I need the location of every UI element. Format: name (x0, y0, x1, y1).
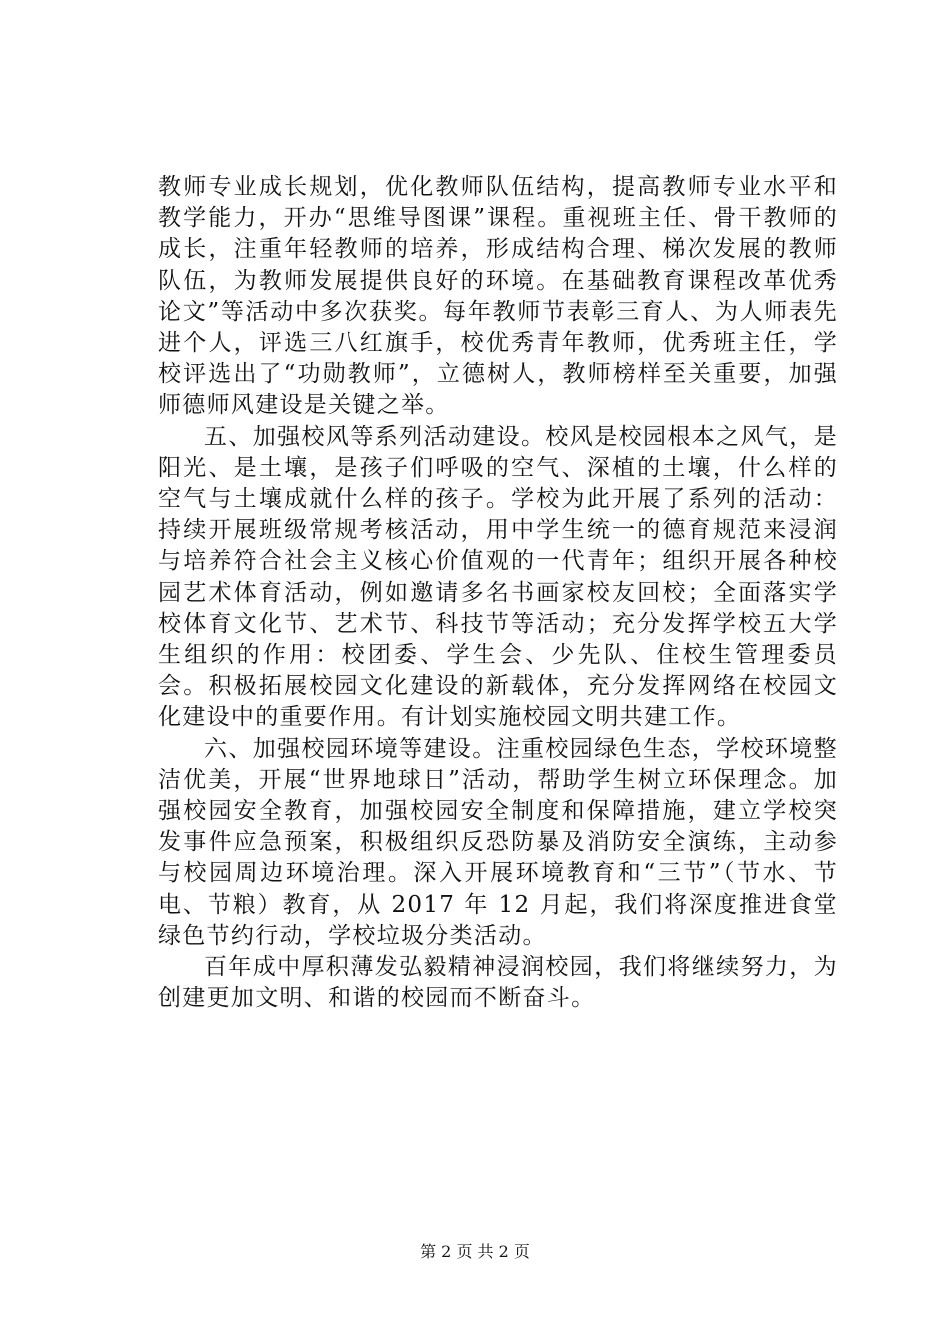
paragraph-teacher-development: 教师专业成长规划，优化教师队伍结构，提高教师专业水平和教学能力，开办“思维导图课”课程。重视班主任、骨干教师的成长，注重年轻教师的培养，形成结构合理、梯次发展的教师队伍，为教师发展提供良好的环境。在基础教育课程改革优秀论文”等活动中多次获奖。每年教师节表彰三育人、为人师表先进个人，评选三八红旗手，校优秀青年教师，优秀班主任，学校评选出了“功勋教师”，立德树人，教师榜样至关重要，加强师德师风建设是关键之举。 (158, 174, 838, 419)
page-number-footer: 第 2 页 共 2 页 (420, 1242, 530, 1261)
document-body (158, 172, 838, 1014)
paragraph-campus-environment: 六、加强校园环境等建设。注重校园绿色生态，学校环境整洁优美，开展“世界地球日”活动，帮助学生树立环保理念。加强校园安全教育，加强校园安全制度和保障措施，建立学校突发事件应急预案，积极组织反恐防暴及消防安全演练，主动参与校园周边环境治理。深入开展环境教育和“三节”（节水、节电、节粮）教育，从 2017 年 12 月起，我们将深度推进食堂绿色节约行动，学校垃圾分类活动。 (158, 735, 838, 949)
paragraph-conclusion: 百年成中厚积薄发弘毅精神浸润校园，我们将继续努力，为创建更加文明、和谐的校园而不断奋斗。 (158, 954, 838, 1012)
paragraph-school-spirit: 五、加强校风等系列活动建设。校风是校园根本之风气，是阳光、是土壤，是孩子们呼吸的空气、深植的土壤，什么样的空气与土壤成就什么样的孩子。学校为此开展了系列的活动：持续开展班级常规考核活动，用中学生统一的德育规范来浸润与培养符合社会主义核心价值观的一代青年；组织开展各种校园艺术体育活动，例如邀请多名书画家校友回校；全面落实学校体育文化节、艺术节、科技节等活动；充分发挥学校五大学生组织的作用：校团委、学生会、少先队、住校生管理委员会。积极拓展校园文化建设的新载体，充分发挥网络在校园文化建设中的重要作用。有计划实施校园文明共建工作。 (158, 423, 838, 731)
